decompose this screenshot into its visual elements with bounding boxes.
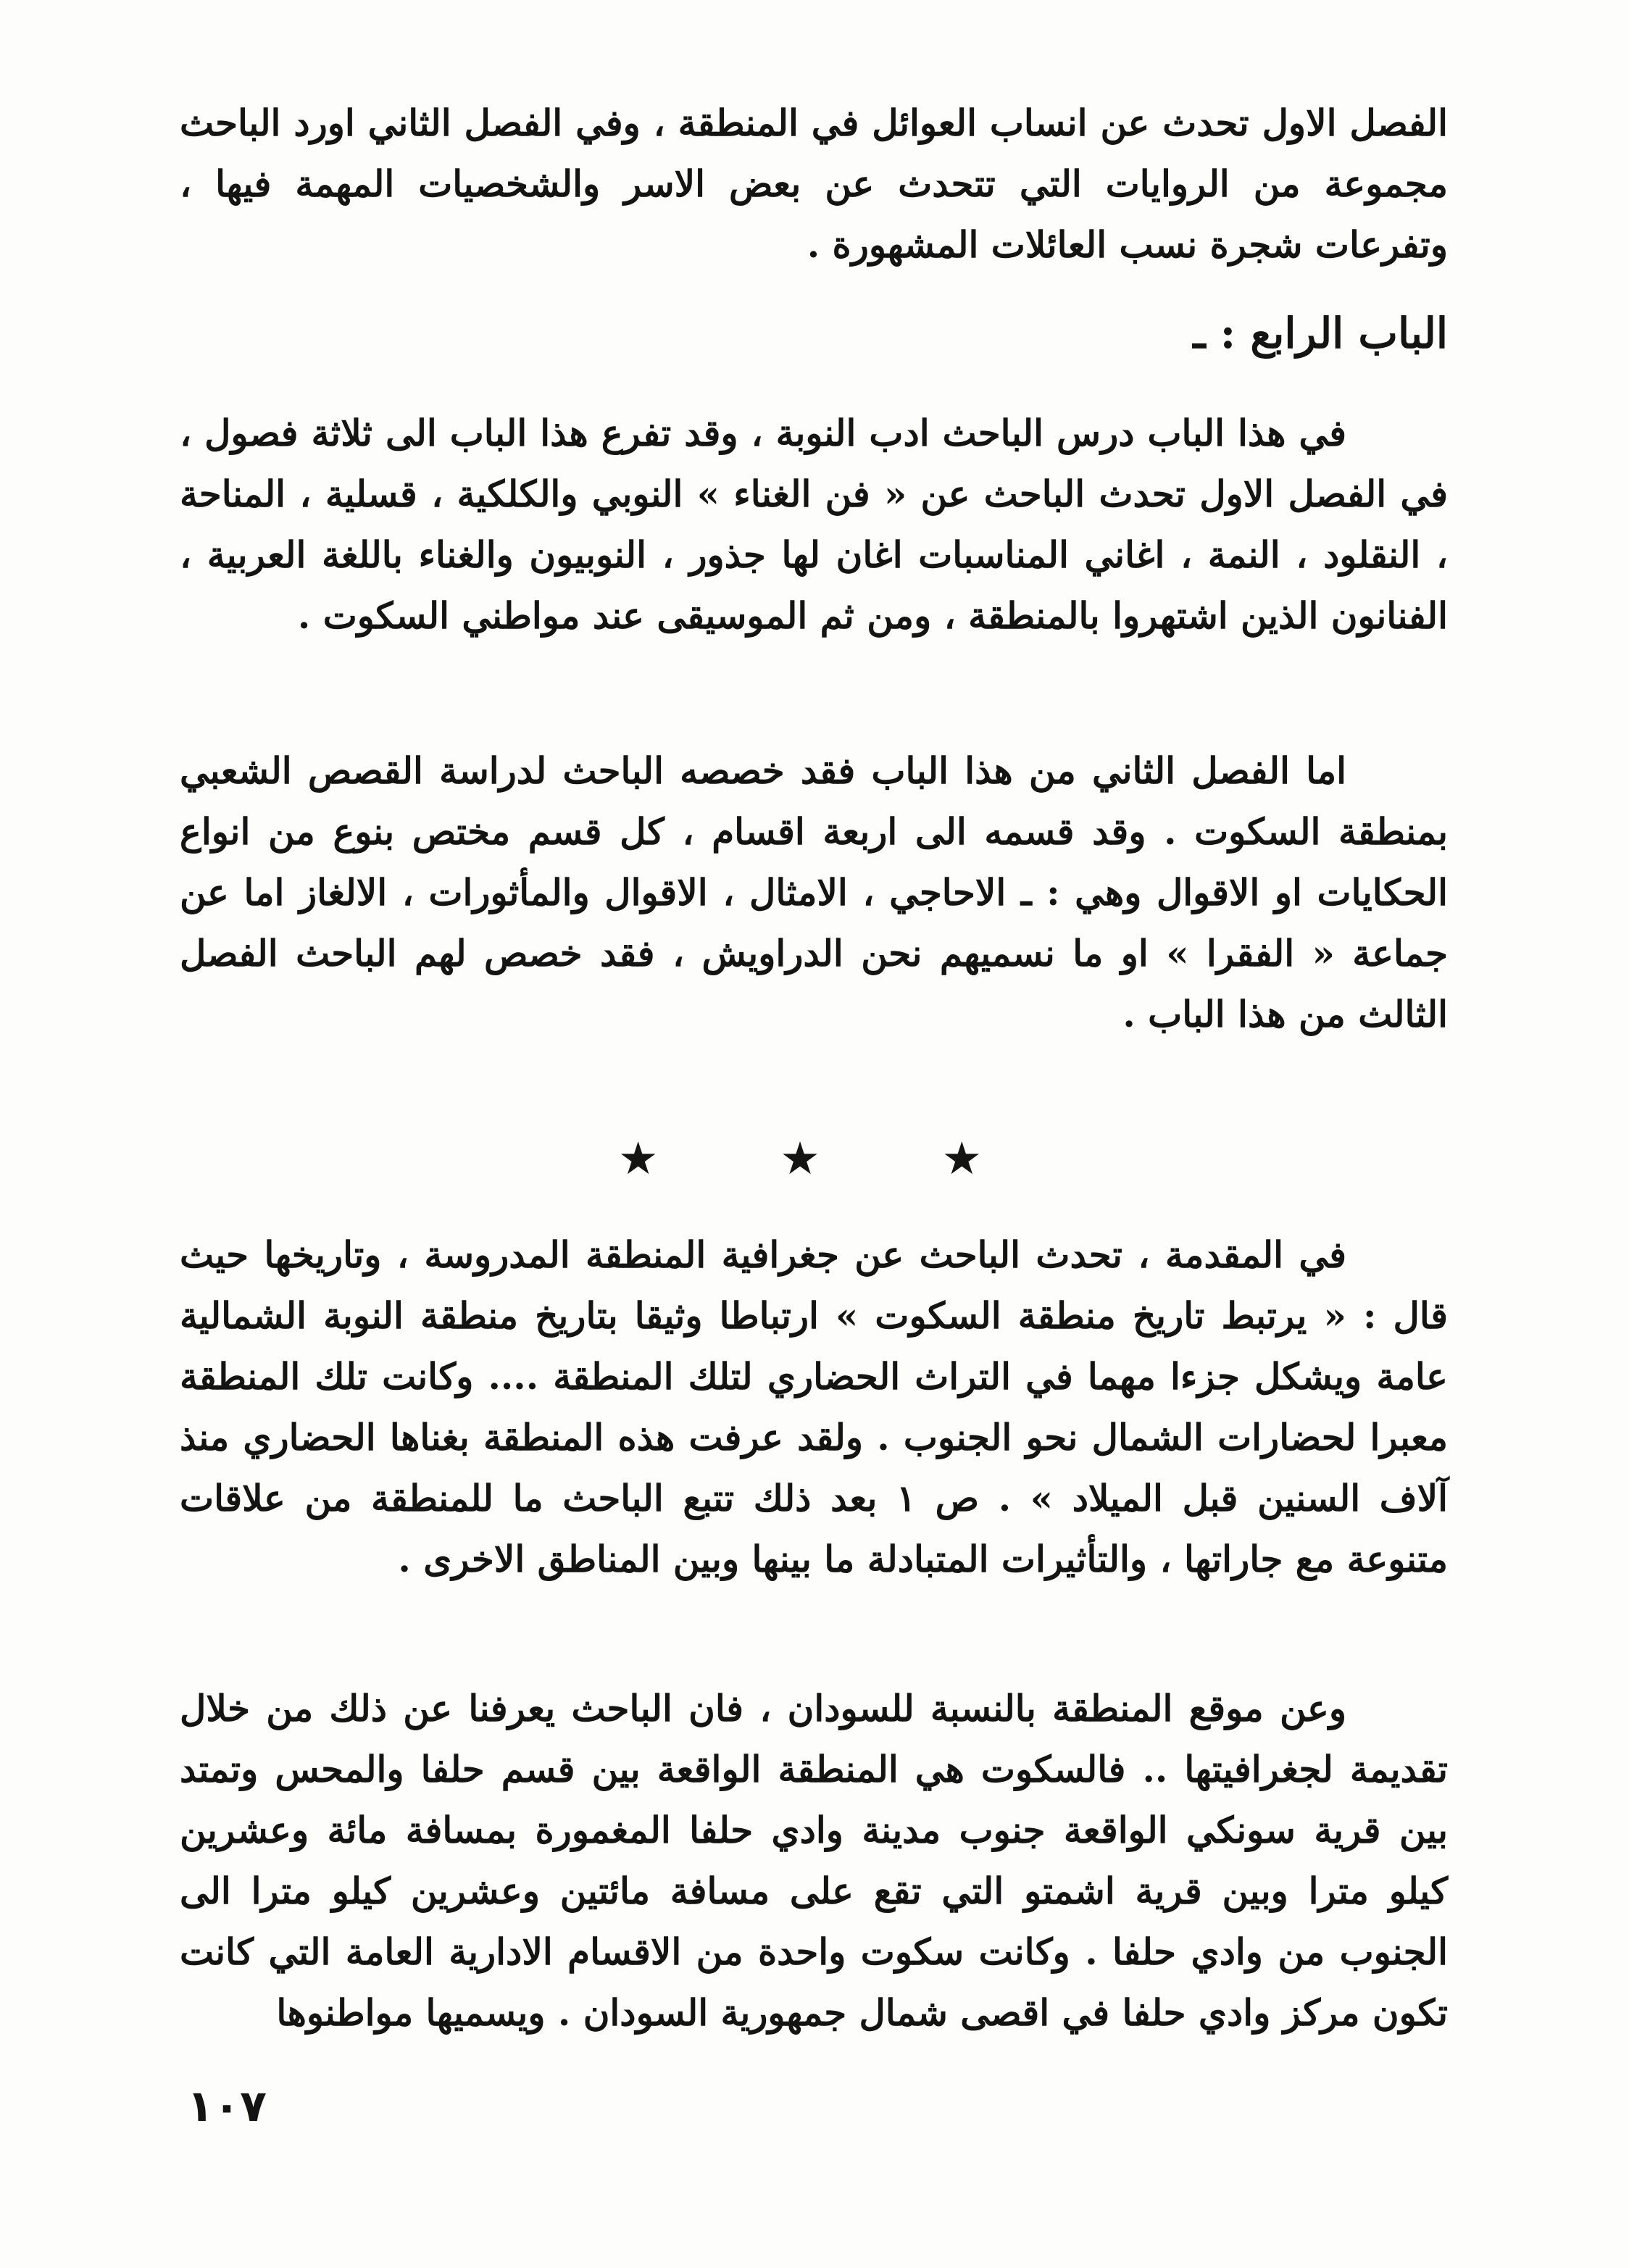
paragraph-text: في المقدمة ، تحدث الباحث عن جغرافية المنطقة المدروسة ، وتاريخها حيث قال : « يرتبط تاريخ منطقة السكوت » ارتباطا وثيقا بتاريخ منطقة النوبة الشمالية عامة ويشكل جزءا مهما في التراث الحضاري لتلك المنطقة .... وكانت تلك المنطقة معبرا لحضارات الشمال نحو الجنوب . ولقد عرفت هذه المنطقة بغناها الحضاري منذ آلاف السنين قبل الميلاد » . ص ١ بعد ذلك تتبع الباحث ما للمنطقة من علاقات متنوعة مع جاراتها ، والتأثيرات المتبادلة ما بينها وبين المناطق الاخرى . <box>180 1233 1448 1580</box>
intro-text: الفصل الاول تحدث عن انساب العوائل في المنطقة ، وفي الفصل الثاني اورد الباحث مجموعة من الروايات التي تتحدث عن بعض الاسر والشخصيات المهمة فيها ، وتفرعات شجرة نسب العائلات المشهورة . <box>180 101 1448 266</box>
intro-paragraph <box>180 93 1448 275</box>
paragraph-text: وعن موقع المنطقة بالنسبة للسودان ، فان الباحث يعرفنا عن ذلك من خلال تقديمة لجغرافيتها .. فالسكوت هي المنطقة الواقعة بين قسم حلفا والمحس وتمتد بين قرية سونكي الواقعة جنوب مدينة وادي حلفا المغمورة بمسافة مائة وعشرين كيلو مترا وبين قرية اشمتو التي تقع على مسافة مائتين وعشرين كيلو مترا الى الجنوب من وادي حلفا . وكانت سكوت واحدة من الاقسام الادارية العامة التي كانت تكون مركز وادي حلفا في اقصى شمال جمهورية السودان . ويسميها مواطنوها <box>180 1687 1448 2034</box>
page-number: ١٠٧ <box>187 2081 267 2132</box>
paragraph-literature <box>180 403 1448 646</box>
section-divider <box>0 1132 1629 1185</box>
paragraph-location <box>180 1678 1448 2043</box>
paragraph-text: في هذا الباب درس الباحث ادب النوبة ، وقد تفرع هذا الباب الى ثلاثة فصول ، في الفصل الاول تحدث الباحث عن « فن الغناء » النوبي والكلكية ، قسلية ، المناحة ، النقلود ، النمة ، اغاني المناسبات اغان لها جذور ، النوبيون والغناء باللغة العربية ، الفنانون الذين اشتهروا بالمنطقة ، ومن ثم الموسيقى عند مواطني السكوت . <box>180 412 1448 637</box>
star-icon: ★ <box>780 1132 849 1185</box>
paragraph-text: اما الفصل الثاني من هذا الباب فقد خصصه الباحث لدراسة القصص الشعبي بمنطقة السكوت . وقد قسمه الى اربعة اقسام ، كل قسم مختص بنوع من انواع الحكايات او الاقوال وهي : ـ الاحاجي ، الامثال ، الاقوال والمأثورات ، الالغاز اما عن جماعة « الفقرا » او ما نسميهم نحن الدراويش ، فقد خصص لهم الباحث الفصل الثالث من هذا الباب . <box>180 749 1448 1035</box>
paragraph-folk-tales <box>180 741 1448 1045</box>
paragraph-introduction-geography <box>180 1225 1448 1590</box>
star-icon: ★ <box>617 1132 688 1185</box>
chapter-heading: الباب الرابع : ـ <box>1193 309 1448 358</box>
star-icon: ★ <box>941 1132 1012 1185</box>
